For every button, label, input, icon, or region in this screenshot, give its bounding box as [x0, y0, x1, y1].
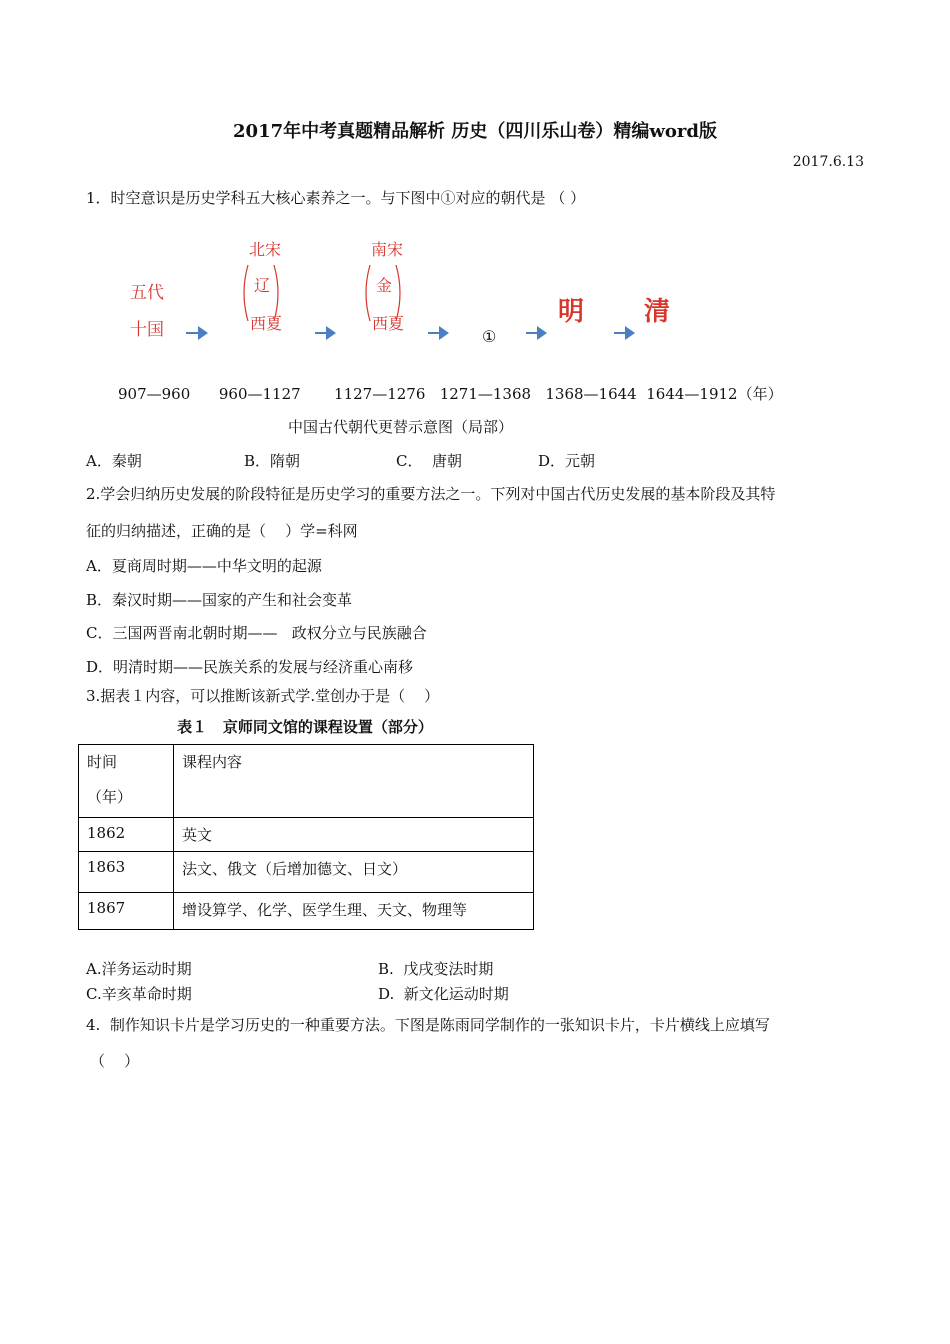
table-cell-year: 1867: [79, 893, 174, 930]
diagram-caption: 中国古代朝代更替示意图（局部）: [288, 418, 514, 436]
table-caption: 表１ 京师同文馆的课程设置（部分）: [177, 718, 433, 736]
timeline-node-blank: ①: [482, 327, 497, 346]
table-row: [79, 893, 534, 930]
table-header-time: 时间 （年）: [79, 745, 174, 818]
q2-option-d: D．明清时期——民族关系的发展与经济重心南移: [86, 658, 414, 676]
q2-stem-line2: 征的归纳描述，正确的是（ ）学=科网: [86, 522, 358, 540]
timeline-years: 907—960 960—1127 1127—1276 1271—1368 1368—1644 1644—1912（年）: [118, 385, 783, 403]
course-table: [78, 744, 534, 930]
document-date: 2017.6.13: [792, 154, 864, 170]
timeline-node-southern-song: 南宋: [371, 242, 404, 259]
q1-option-a: A．秦朝: [86, 452, 142, 470]
timeline-arrow: [186, 326, 208, 340]
q1-option-d: D．元朝: [538, 452, 596, 470]
table-cell-course: 法文、俄文（后增加德文、日文）: [174, 852, 534, 893]
timeline-node-northern-song: 北宋: [249, 242, 282, 259]
table-header-content: 课程内容: [174, 745, 534, 818]
table-cell-course: 英文: [174, 818, 534, 852]
q1-stem: 1．时空意识是历史学科五大核心素养之一。与下图中①对应的朝代是 （ ）: [86, 189, 586, 207]
table-header-row: [79, 745, 534, 818]
timeline-node-ten-kingdoms: 十国: [130, 320, 164, 339]
table-row: [79, 852, 534, 893]
q1-option-c: C． 唐朝: [396, 452, 463, 470]
q2-option-b: B．秦汉时期——国家的产生和社会变革: [86, 591, 353, 609]
document-title: 2017年中考真题精品解析 历史（四川乐山卷）精编word版: [233, 121, 717, 142]
timeline-node-western-xia-2: 西夏: [372, 316, 405, 333]
q3-option-b: B. 戊戌变法时期: [378, 960, 494, 978]
q4-stem: 4. 制作知识卡片是学习历史的一种重要方法。下图是陈雨同学制作的一张知识卡片，卡片横线上应填写: [86, 1016, 770, 1034]
q4-answer-paren: （ ）: [90, 1052, 140, 1070]
q3-option-c: C.辛亥革命时期: [86, 985, 192, 1003]
timeline-node-five-dynasties: 五代: [130, 283, 164, 302]
dynasty-timeline-diagram: [86, 225, 686, 355]
timeline-node-western-xia: 西夏: [250, 316, 283, 333]
q3-option-d: D. 新文化运动时期: [378, 985, 509, 1003]
q2-option-a: A．夏商周时期——中华文明的起源: [86, 557, 322, 575]
table-cell-year: 1863: [79, 852, 174, 893]
timeline-node-liao: 辽: [254, 278, 271, 295]
q2-option-c: C．三国两晋南北朝时期—— 政权分立与民族融合: [86, 624, 427, 642]
q2-stem-line1: 2.学会归纳历史发展的阶段特征是历史学习的重要方法之一。下列对中国古代历史发展的基本阶段及其特: [86, 485, 776, 503]
timeline-node-ming: 明: [558, 296, 585, 326]
q3-option-a: A.洋务运动时期: [86, 960, 192, 978]
table-cell-year: 1862: [79, 818, 174, 852]
timeline-node-jin: 金: [376, 278, 393, 295]
table-cell-course: 增设算学、化学、医学生理、天文、物理等: [174, 893, 534, 930]
table-row: [79, 818, 534, 852]
timeline-node-qing: 清: [644, 296, 671, 326]
q1-option-b: B．隋朝: [244, 452, 301, 470]
q3-stem: 3.据表１内容，可以推断该新式学.堂创办于是（ ）: [86, 687, 440, 705]
